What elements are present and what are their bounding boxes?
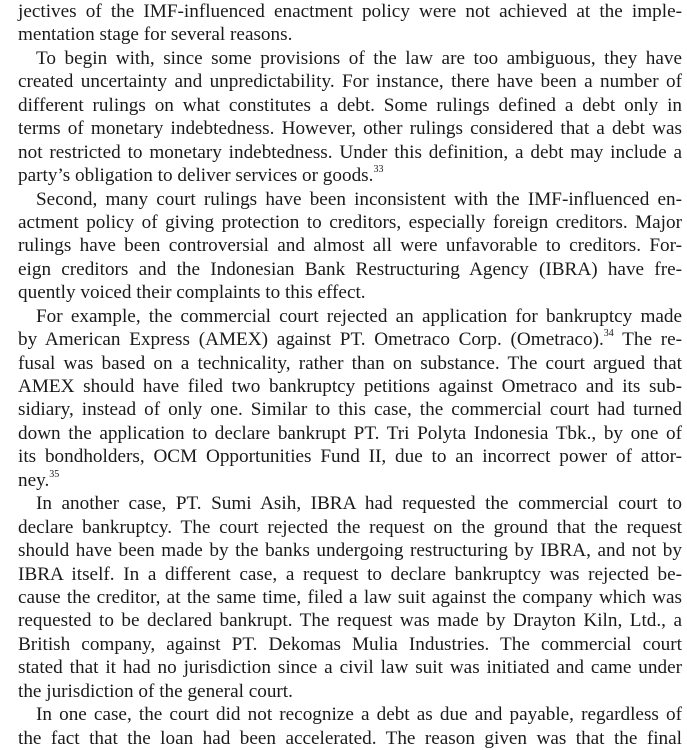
- line-text: its bondholders, OCM Opportunities Fund II, due to an incorrect power of attor-: [18, 446, 682, 468]
- line-text: AMEX should have filed two bankruptcy petitions against Ometraco and its sub-: [18, 376, 682, 397]
- line-text: should have been made by the banks undergoing restructuring by IBRA, and not by: [18, 540, 682, 562]
- line-text: British company, against PT. Dekomas Mulia Industries. The commercial court: [18, 633, 682, 655]
- text-line: [18, 70, 682, 93]
- paragraph: [18, 0, 682, 47]
- line-text: rulings have been controversial and almost all were unfavorable to creditors. For-: [18, 235, 682, 257]
- line-text: IBRA itself. In a different case, a request to declare bankruptcy was rejected be-: [18, 563, 682, 585]
- footnote-reference: 33: [373, 164, 384, 176]
- line-text: the fact that the loan had been accelerated. The reason given was that the final: [18, 727, 682, 749]
- line-text: jectives of the IMF-influenced enactment policy were not achieved at the imple-: [18, 1, 682, 22]
- line-text: To begin with, since some provisions of the law are too ambiguous, they have: [36, 47, 682, 69]
- text-line: [18, 398, 682, 421]
- text-line: [18, 609, 682, 632]
- line-text: Second, many court rulings have been inconsistent with the IMF-influenced en-: [36, 188, 682, 210]
- text-line: [18, 141, 682, 164]
- text-line: [18, 375, 682, 398]
- paragraph: [18, 47, 682, 188]
- line-text: the jurisdiction of the general court.: [18, 680, 293, 702]
- line-text: different rulings on what constitutes a debt. Some rulings defined a debt only in: [18, 94, 682, 116]
- line-text: eign creditors and the Indonesian Bank Restructuring Agency (IBRA) have fre-: [18, 258, 682, 280]
- text-line: [18, 94, 682, 117]
- text-line: [18, 492, 682, 515]
- line-text: For example, the commercial court rejected an application for bankruptcy made: [36, 305, 682, 327]
- line-text: cause the creditor, at the same time, filed a law suit against the company which was: [18, 586, 682, 608]
- footnote-reference: 34: [603, 328, 614, 340]
- text-line: [18, 234, 682, 257]
- text-line: [18, 727, 682, 750]
- text-line: [18, 422, 682, 445]
- text-line: [18, 680, 682, 703]
- text-line: [18, 258, 682, 281]
- line-text: quently voiced their complaints to this effect.: [18, 282, 366, 304]
- line-text: stated that it had no jurisdiction since a civil law suit was initiated and came under: [18, 657, 682, 679]
- line-text: fusal was based on a technicality, rather than on substance. The court argued that: [18, 352, 682, 374]
- text-line: [18, 633, 682, 656]
- text-line: [18, 328, 682, 351]
- text-line: [18, 164, 682, 187]
- line-text: In another case, PT. Sumi Asih, IBRA had requested the commercial court to: [36, 493, 682, 515]
- paragraph: [18, 305, 682, 493]
- text-line: [18, 47, 682, 70]
- paragraph: [18, 188, 682, 305]
- text-line: [18, 586, 682, 609]
- paragraph: [18, 492, 682, 703]
- line-text: not restricted to monetary indebtedness. Under this definition, a debt may include a: [18, 141, 682, 163]
- line-text: created uncertainty and unpredictability. For instance, there have been a number of: [18, 71, 682, 93]
- text-line: [18, 23, 682, 46]
- footnote-reference: 35: [49, 468, 60, 480]
- text-line: [18, 703, 682, 726]
- paragraph: [18, 703, 682, 750]
- text-line: [18, 0, 682, 23]
- line-text: down the application to declare bankrupt PT. Tri Polyta Indonesia Tbk., by one of: [18, 422, 682, 444]
- line-text: ney.: [18, 469, 50, 491]
- line-text: actment policy of giving protection to creditors, especially foreign creditors. Major: [18, 211, 682, 233]
- text-line: [18, 352, 682, 375]
- text-line: [18, 563, 682, 586]
- text-line: [18, 656, 682, 679]
- line-text: by American Express (AMEX) against PT. Ometraco Corp. (Ometraco).: [18, 329, 604, 351]
- line-text: party’s obligation to deliver services or goods.: [18, 165, 374, 187]
- line-text: sidiary, instead of only one. Similar to this case, the commercial court had turned: [18, 399, 682, 421]
- text-line: [18, 211, 682, 234]
- text-line: [18, 305, 682, 328]
- text-line: [18, 516, 682, 539]
- line-text: mentation stage for several reasons.: [18, 24, 293, 46]
- line-text: requested to be declared bankrupt. The request was made by Drayton Kiln, Ltd., a: [18, 610, 682, 632]
- text-line: [18, 281, 682, 304]
- line-text: declare bankruptcy. The court rejected the request on the ground that the request: [18, 516, 682, 538]
- text-line: [18, 469, 682, 492]
- document-page: [18, 0, 682, 750]
- text-line: [18, 445, 682, 468]
- line-text: In one case, the court did not recognize a debt as due and payable, regardless of: [36, 704, 682, 726]
- text-line: [18, 188, 682, 211]
- line-text: terms of monetary indebtedness. However, other rulings considered that a debt was: [18, 118, 682, 140]
- line-text-after-footnote: The re-: [613, 329, 682, 351]
- text-line: [18, 539, 682, 562]
- text-line: [18, 117, 682, 140]
